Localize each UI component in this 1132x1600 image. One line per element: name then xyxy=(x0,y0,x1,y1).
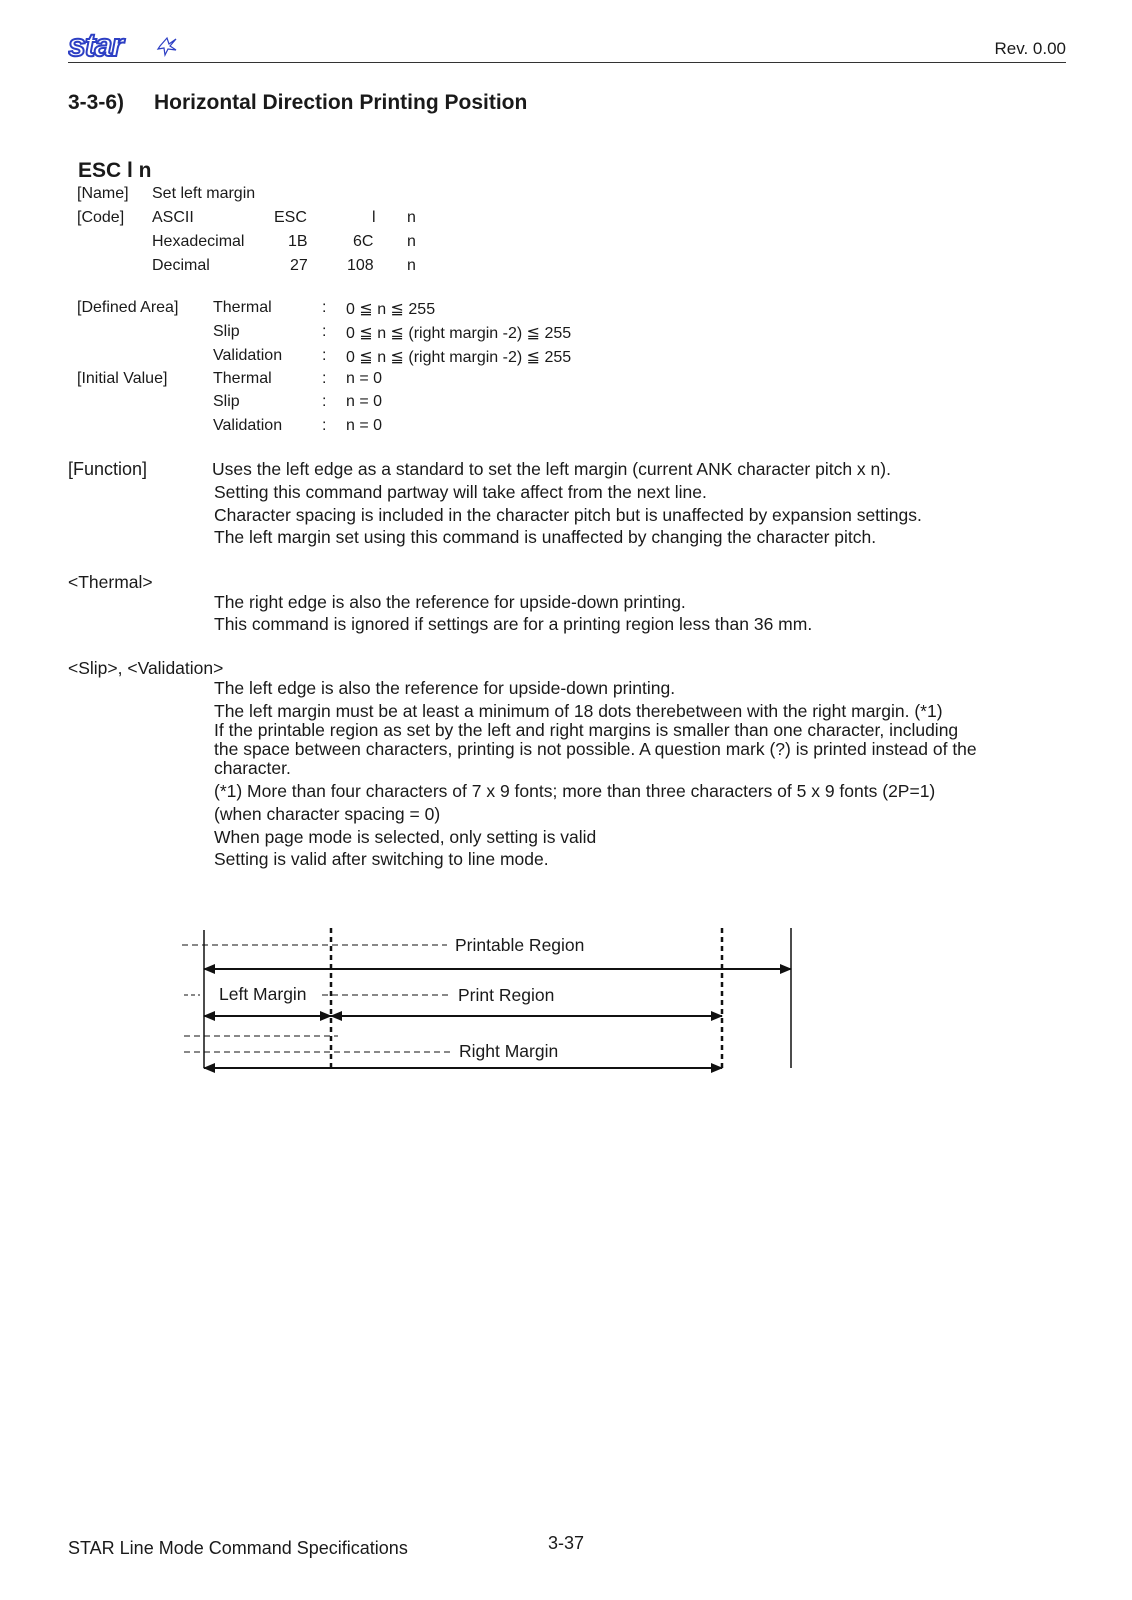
code-value: n xyxy=(407,233,416,250)
separator: : xyxy=(322,299,327,316)
print-region-label: Print Region xyxy=(458,985,555,1005)
separator: : xyxy=(322,370,327,387)
name-label: [Name] xyxy=(77,185,129,202)
defined-area-value: 0 ≦ n ≦ (right margin -2) ≦ 255 xyxy=(346,349,572,366)
initial-value-label: [Initial Value] xyxy=(77,370,168,387)
initial-value: n = 0 xyxy=(346,370,383,387)
slip-line: (when character spacing = 0) xyxy=(214,804,441,824)
code-value: 1B xyxy=(288,233,308,250)
separator: : xyxy=(322,347,327,364)
defined-area-label: [Defined Area] xyxy=(77,299,179,316)
function-label: [Function] xyxy=(68,459,148,479)
code-value: 6C xyxy=(353,233,374,250)
slip-line: If the printable region as set by the left and right margins is smaller than one character, including xyxy=(214,720,959,740)
section-heading xyxy=(68,91,527,115)
initial-value-mode: Slip xyxy=(213,393,240,410)
section-title: Horizontal Direction Printing Position xyxy=(154,91,528,114)
code-format: ASCII xyxy=(152,209,194,226)
defined-area-value: 0 ≦ n ≦ (right margin -2) ≦ 255 xyxy=(346,325,572,342)
code-format: Hexadecimal xyxy=(152,233,245,250)
initial-value: n = 0 xyxy=(346,417,383,434)
initial-value-mode: Thermal xyxy=(213,370,272,387)
command-title: ESC l n xyxy=(78,159,152,182)
code-value: 108 xyxy=(347,257,374,274)
left-margin-label: Left Margin xyxy=(219,984,307,1004)
function-line: Uses the left edge as a standard to set the left margin (current ANK character pitch x n). xyxy=(212,459,891,479)
initial-value: n = 0 xyxy=(346,393,383,410)
slip-line: When page mode is selected, only setting is valid xyxy=(214,827,597,847)
slip-line: The left margin must be at least a minimum of 18 dots therebetween with the right margin. (*1) xyxy=(214,701,943,721)
code-value: n xyxy=(407,257,416,274)
code-value: l xyxy=(372,209,376,226)
initial-value-mode: Validation xyxy=(213,417,283,434)
function-line: Character spacing is included in the character pitch but is unaffected by expansion settings. xyxy=(214,505,922,525)
code-label: [Code] xyxy=(77,209,125,226)
thermal-line: The right edge is also the reference for upside-down printing. xyxy=(214,592,686,612)
code-format: Decimal xyxy=(152,257,210,274)
footer-page-number: 3-37 xyxy=(548,1533,585,1553)
slip-line: the space between characters, printing is not possible. A question mark (?) is printed instead of the xyxy=(214,739,977,759)
slip-validation-label: <Slip>, <Validation> xyxy=(68,658,224,678)
code-value: 27 xyxy=(290,257,308,274)
slip-line: (*1) More than four characters of 7 x 9 fonts; more than three characters of 5 x 9 fonts (2P=1) xyxy=(214,781,936,801)
revision-label: Rev. 0.00 xyxy=(994,39,1066,58)
thermal-line: This command is ignored if settings are for a printing region less than 36 mm. xyxy=(214,614,813,634)
slip-line: character. xyxy=(214,758,291,778)
separator: : xyxy=(322,393,327,410)
slip-line: Setting is valid after switching to line mode. xyxy=(214,849,549,869)
footer-document-title: STAR Line Mode Command Specifications xyxy=(68,1538,408,1558)
section-number: 3-3-6) xyxy=(68,91,125,114)
star-logo xyxy=(68,30,180,64)
slip-line: The left edge is also the reference for upside-down printing. xyxy=(214,678,676,698)
defined-area-mode: Slip xyxy=(213,323,240,340)
code-value: ESC xyxy=(274,209,307,226)
defined-area-mode: Validation xyxy=(213,347,283,364)
separator: : xyxy=(322,323,327,340)
function-line: Setting this command partway will take affect from the next line. xyxy=(214,482,707,502)
name-value: Set left margin xyxy=(152,185,256,202)
header-rule xyxy=(68,62,1066,63)
logo-wordmark: star xyxy=(68,30,123,63)
right-margin-label: Right Margin xyxy=(459,1041,559,1061)
code-value: n xyxy=(407,209,416,226)
logo-star-icon xyxy=(158,38,176,55)
printable-region-label: Printable Region xyxy=(455,935,585,955)
function-line: The left margin set using this command is unaffected by changing the character pitch. xyxy=(214,527,877,547)
separator: : xyxy=(322,417,327,434)
defined-area-mode: Thermal xyxy=(213,299,272,316)
thermal-label: <Thermal> xyxy=(68,572,153,592)
defined-area-value: 0 ≦ n ≦ 255 xyxy=(346,301,436,318)
